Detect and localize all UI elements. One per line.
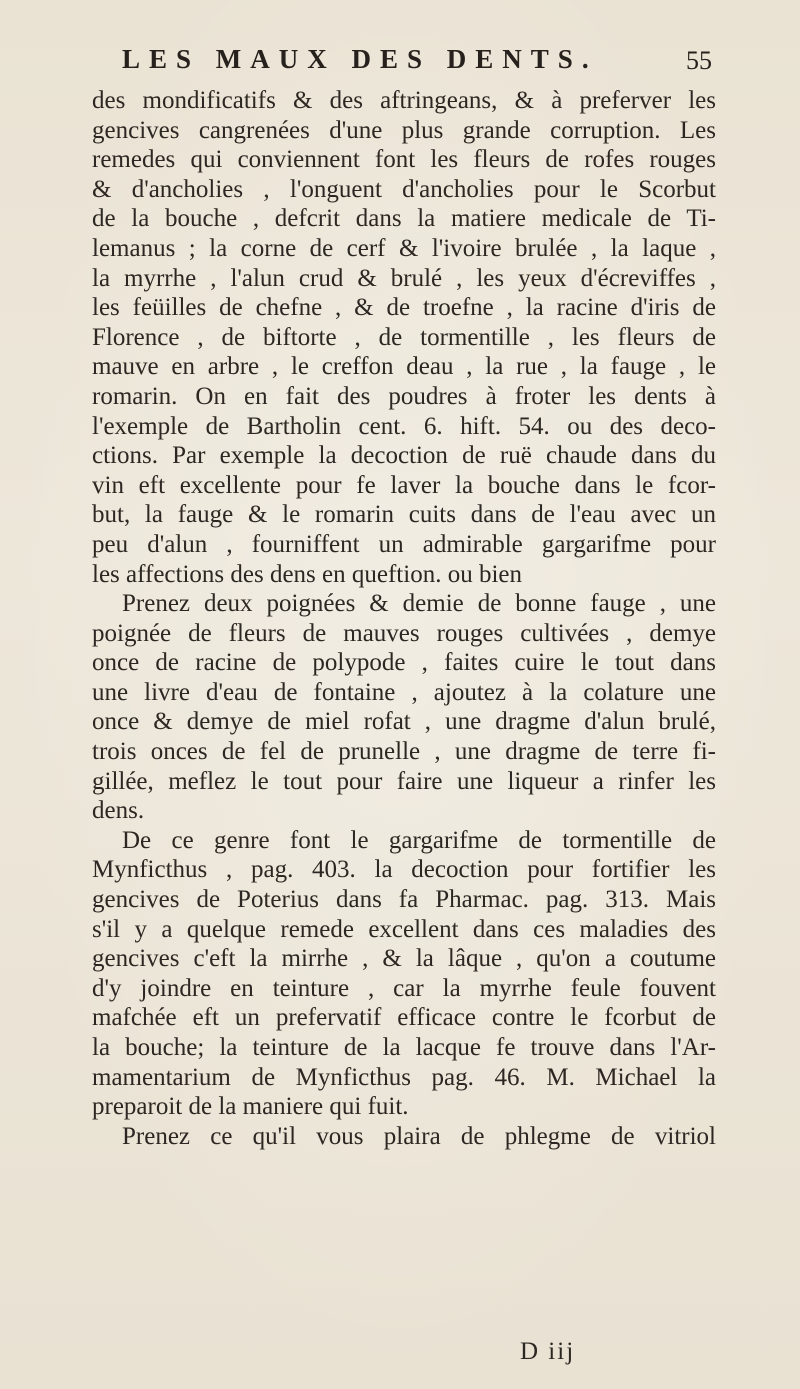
- text-line: Prenez ce qu'il vous plaira de phlegme de vitriol: [122, 1122, 716, 1150]
- running-head: LES MAUX DES DENTS.: [122, 44, 598, 74]
- text-line: Prenez deux poignées & demie de bonne fauge , une: [122, 590, 716, 618]
- signature-mark: D iij: [520, 1338, 576, 1365]
- text-line: la myrrhe , l'alun crud & brulé , les yeux d'écreviffes ,: [92, 264, 716, 292]
- text-line: Mynficthus , pag. 403. la decoction pour fortifier les: [92, 856, 716, 884]
- text-line: des mondificatifs & des aftringeans, & à preferver les: [92, 87, 716, 114]
- text-line: once de racine de polypode , faites cuire le tout dans: [92, 649, 716, 677]
- text-line: Florence , de biftorte , de tormentille , les fleurs de: [92, 323, 716, 351]
- page-header: [122, 44, 712, 84]
- text-line: lemanus ; la corne de cerf & l'ivoire brulée , la laque ,: [92, 234, 716, 262]
- text-line: mafchée eft un prefervatif efficace contre le fcorbut de: [92, 1004, 716, 1032]
- text-line: gencives c'eft la mirrhe , & la lâque , qu'on a coutume: [92, 945, 716, 973]
- page-number: 55: [686, 46, 712, 75]
- text-line: ctions. Par exemple la decoction de ruë chaude dans du: [92, 442, 716, 470]
- body-text: [92, 86, 716, 1151]
- text-line: remedes qui conviennent font les fleurs de rofes rouges: [92, 146, 716, 174]
- text-line: vin eft excellente pour fe laver la bouche dans le fcor-: [92, 471, 716, 499]
- text-line: mamentarium de Mynficthus pag. 46. M. Michael la: [92, 1063, 716, 1091]
- text-line: gencives cangrenées d'une plus grande corruption. Les: [92, 116, 716, 144]
- text-line: & d'ancholies , l'onguent d'ancholies pour le Scorbut: [92, 175, 716, 203]
- text-line: les feüilles de chefne , & de troefne , la racine d'iris de: [92, 294, 716, 322]
- text-line: mauve en arbre , le creffon deau , la rue , la fauge , le: [92, 353, 716, 381]
- text-line: trois onces de fel de prunelle , une dragme de terre fi-: [92, 738, 716, 766]
- text-line: de la bouche , defcrit dans la matiere medicale de Ti-: [92, 205, 716, 233]
- text-line: gillée, meflez le tout pour faire une liqueur a rinfer les: [92, 767, 716, 795]
- text-line: poignée de fleurs de mauves rouges cultivées , demye: [92, 619, 716, 647]
- text-line: De ce genre font le gargarifme de tormentille de: [122, 826, 716, 854]
- text-line: gencives de Poterius dans fa Pharmac. pag. 313. Mais: [92, 886, 716, 914]
- text-line: d'y joindre en teinture , car la myrrhe feule fouvent: [92, 974, 716, 1002]
- text-line: la bouche; la teinture de la lacque fe trouve dans l'Ar-: [92, 1034, 716, 1061]
- text-line: une livre d'eau de fontaine , ajoutez à la colature une: [92, 678, 716, 706]
- text-line: romarin. On en fait des poudres à froter les dents à: [92, 382, 716, 410]
- text-line: l'exemple de Bartholin cent. 6. hift. 54. ou des deco-: [92, 412, 716, 440]
- text-line: les affections des dens en queftion. ou bien: [92, 560, 522, 588]
- text-line: dens.: [92, 797, 145, 825]
- text-line: s'il y a quelque remede excellent dans ces maladies des: [92, 915, 716, 943]
- text-line: peu d'alun , fourniffent un admirable gargarifme pour: [92, 530, 716, 558]
- text-line: but, la fauge & le romarin cuits dans de l'eau avec un: [92, 501, 716, 529]
- text-line: preparoit de la maniere qui fuit.: [92, 1093, 409, 1121]
- text-line: once & demye de miel rofat , une dragme d'alun brulé,: [92, 708, 716, 736]
